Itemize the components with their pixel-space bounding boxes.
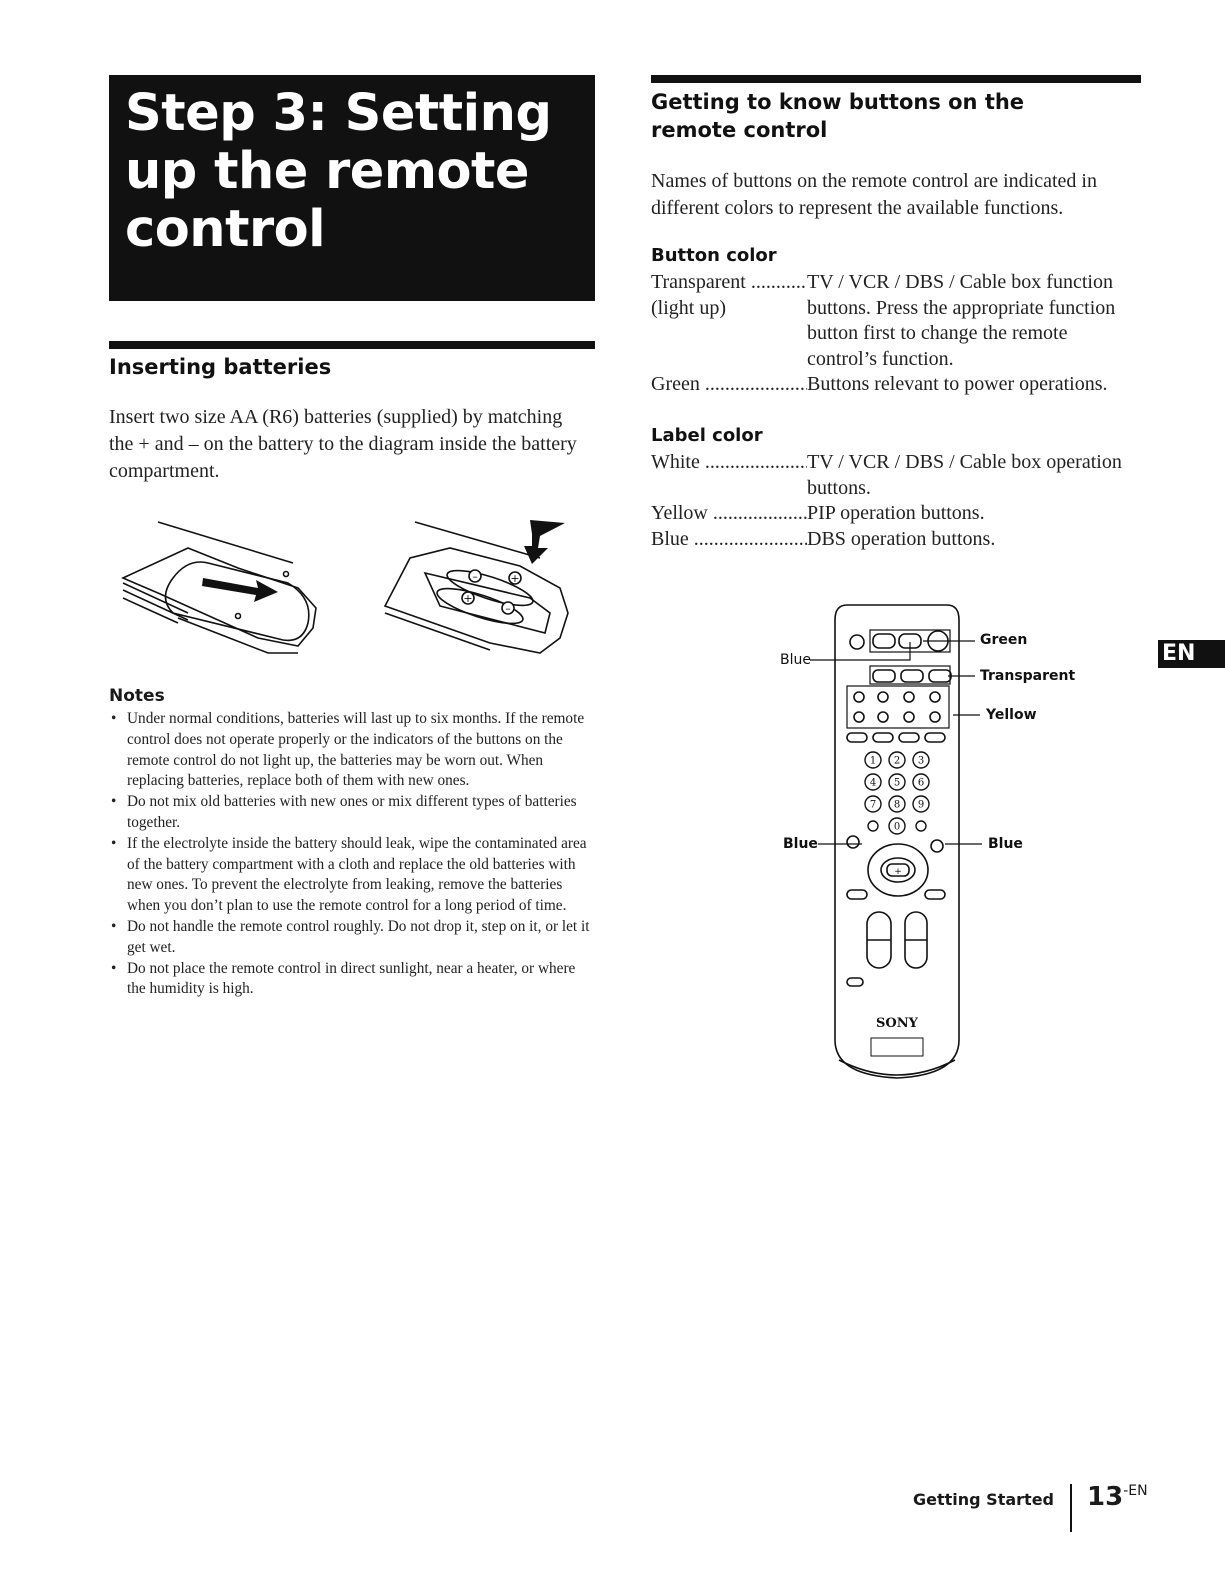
definition-term: Blue ..... [651,527,807,553]
label-blue-right: Blue [988,836,1023,852]
keypad-digit: 4 [869,777,877,789]
section-rule [109,341,595,349]
svg-text:+: + [463,592,473,605]
buttons-section-intro: Names of buttons on the remote control are indicated in different colors to represent the available functions. [651,170,1097,219]
keypad-digit: 0 [893,821,901,833]
label-color-list [651,450,1141,552]
definition-row [651,372,1141,398]
notes-heading: Notes [109,686,165,706]
definition-desc: TV / VCR / DBS / Cable box operation buttons. [807,451,1122,499]
label-yellow: Yellow [986,707,1037,723]
button-color-list [651,270,1141,398]
page-title-block [109,75,595,301]
svg-text:+: + [894,867,902,877]
keypad-digit: 8 [893,799,901,811]
definition-term-note: (light up) [651,296,726,319]
inserting-batteries-heading: Inserting batteries [109,355,332,379]
page-suffix: -EN [1123,1483,1148,1499]
keypad-digit: 6 [917,777,925,789]
svg-text:–: – [472,570,478,583]
keypad-digit: 9 [917,799,925,811]
notes-list [109,709,597,1000]
label-transparent: Transparent [980,668,1076,684]
footer-page-number [1087,1482,1148,1512]
inserting-batteries-text: Insert two size AA (R6) batteries (supplied) by matching the + and – on the battery to the diagram inside the battery compartment. [109,406,577,482]
svg-text:+: + [510,572,520,585]
definition-row [651,270,1141,372]
definition-term: Transparent ..... [651,270,807,296]
page-title: Step 3: Setting up the remote control [125,84,552,259]
keypad-digit: 3 [917,755,925,767]
page-number: 13 [1087,1482,1124,1512]
keypad-digit: 1 [869,755,877,767]
note-item: • Do not handle the remote control roughly. Do not drop it, step on it, or let it get wet. [109,917,597,959]
definition-term: White ..... [651,450,807,501]
definition-desc: TV / VCR / DBS / Cable box function buttons. Press the appropriate function button first to change the remote control’s function. [807,271,1116,370]
section-rule [651,75,1141,83]
keypad-digit: 2 [893,755,901,767]
definition-desc: Buttons relevant to power operations. [807,373,1108,395]
footer-section-name: Getting Started [913,1490,1054,1509]
definition-term: Yellow ..... [651,501,807,527]
definition-desc: DBS operation buttons. [807,527,996,550]
footer-divider [1070,1484,1072,1532]
battery-cover-removal-illustration [118,518,323,658]
definition-row [651,450,1141,501]
keypad-digit: 5 [893,777,901,789]
button-color-heading: Button color [651,245,777,266]
note-item: • Do not place the remote control in direct sunlight, near a heater, or where the humidity is high. [109,959,597,1001]
language-tab: EN [1158,640,1225,668]
battery-insertion-illustration [380,518,585,658]
note-item: • If the electrolyte inside the battery should leak, wipe the contaminated area of the battery compartment with a cloth and replace the old batteries with new ones. To prevent the electrolyte from leaking, remove the batteries when you don’t plan to use the remote control for a long period of time. [109,834,597,917]
definition-row [651,501,1141,527]
note-item: • Under normal conditions, batteries will last up to six months. If the remote control does not operate properly or the indicators of the buttons on the remote control do not light up, the batteries may be worn out. When replacing batteries, replace both of them with new ones. [109,709,597,792]
definition-term: Green ..... [651,372,807,398]
note-item: • Do not mix old batteries with new ones or mix different types of batteries together. [109,792,597,834]
remote-brand-logo: SONY [876,1016,918,1031]
svg-text:–: – [505,602,511,615]
buttons-section-heading: Getting to know buttons on the remote control [651,90,1025,142]
definition-desc: PIP operation buttons. [807,502,985,524]
label-green: Green [980,632,1028,648]
definition-row [651,527,1141,553]
keypad-digit: 7 [869,799,877,811]
label-blue-left: Blue [783,836,818,852]
label-color-heading: Label color [651,425,763,446]
label-blue-top: Blue [780,652,811,668]
